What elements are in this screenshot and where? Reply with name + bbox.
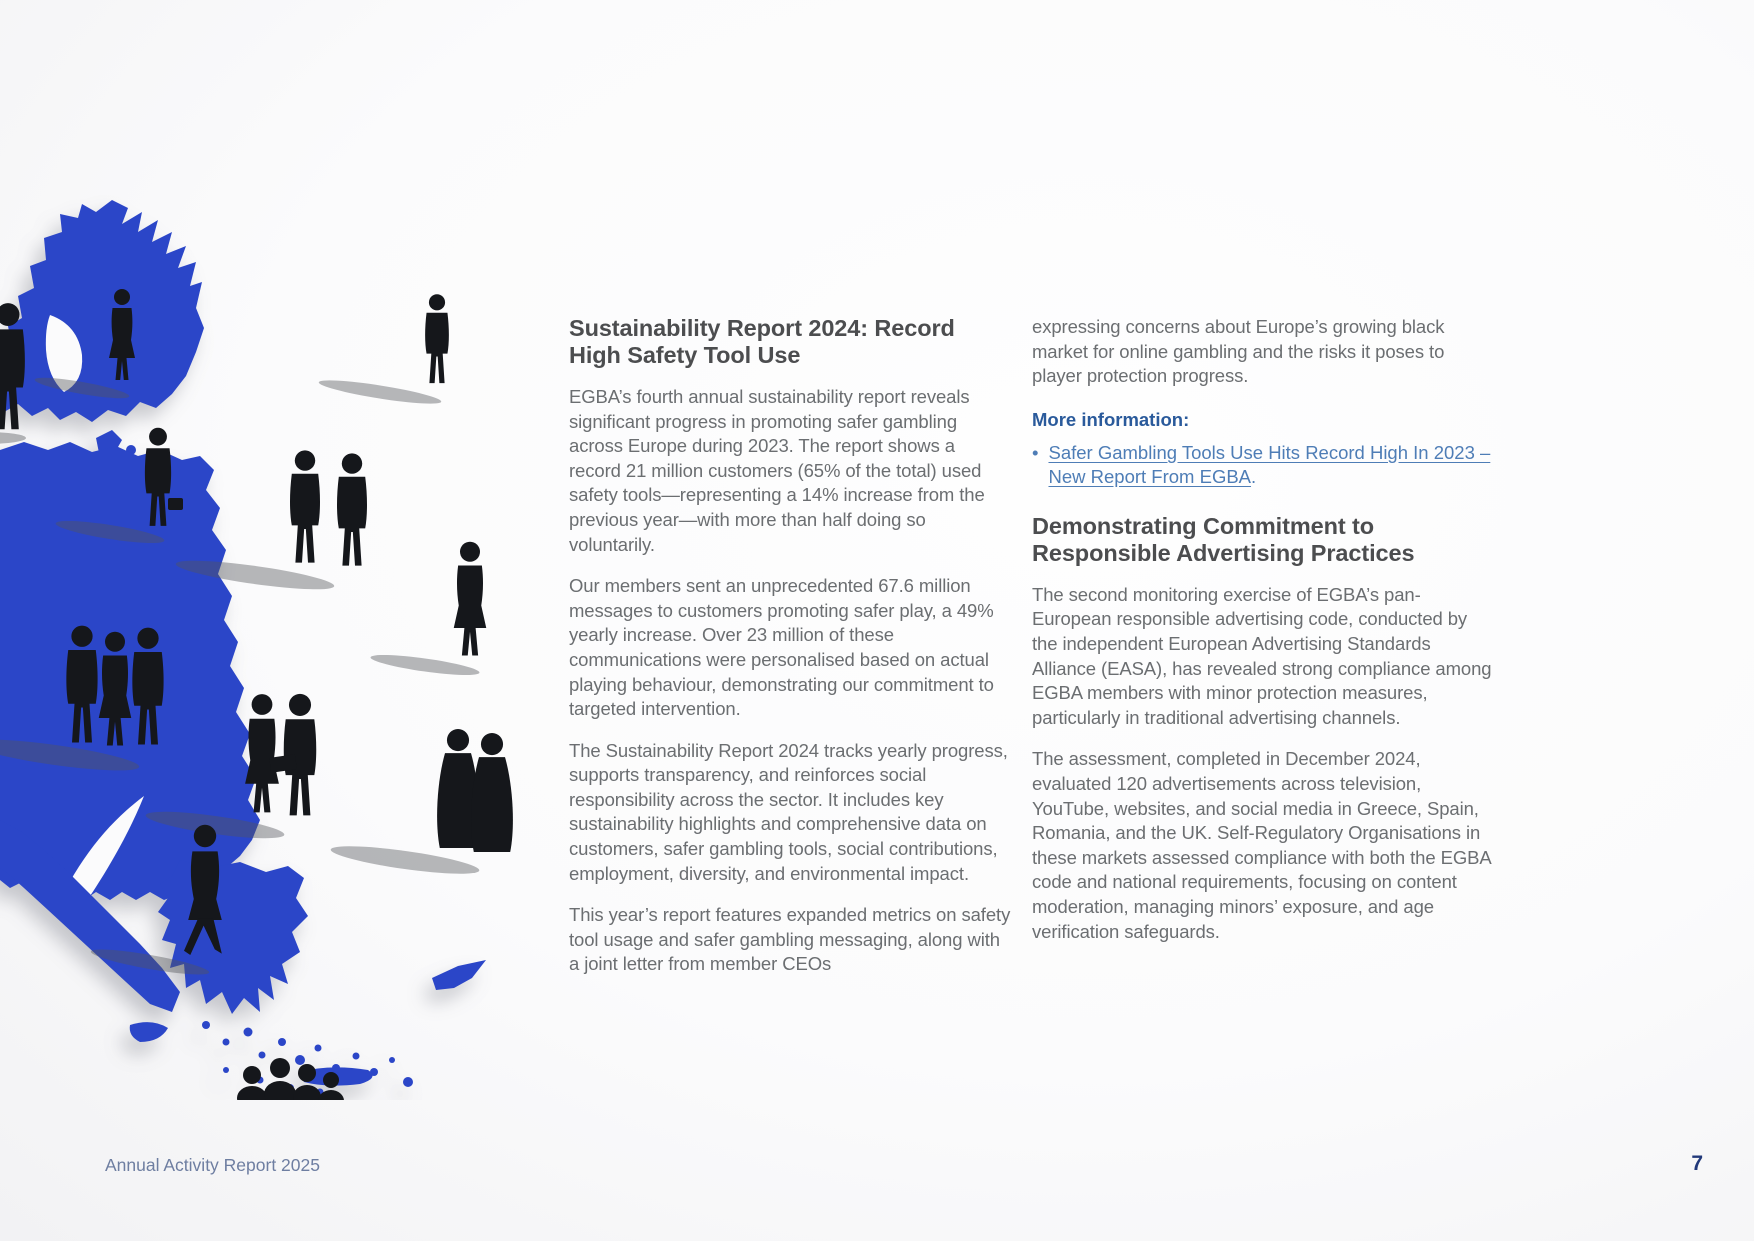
footer-report-title: Annual Activity Report 2025	[105, 1155, 320, 1175]
link-wrapper	[1048, 441, 1492, 489]
page-number: 7	[1691, 1152, 1703, 1175]
person-silhouette	[245, 694, 279, 812]
advertising-paragraph: The second monitoring exercise of EGBA’s pan-European responsible advertising code, conducted by the independent European Advertising Standards Alliance (EASA), has revealed strong compliance among EGBA members with minor protection measures, particularly in traditional advertising channels.	[1032, 583, 1492, 728]
person-silhouette	[425, 294, 449, 383]
link-suffix: .	[1251, 465, 1257, 487]
person-silhouette	[290, 450, 320, 562]
briefcase-icon	[168, 498, 183, 510]
column-advertising	[1032, 315, 1492, 961]
person-silhouette	[471, 733, 513, 852]
more-information-list-item	[1032, 441, 1492, 489]
advertising-heading: Demonstrating Commitment to Responsible Advertising Practices	[1032, 512, 1415, 567]
person-silhouette	[454, 542, 487, 656]
sustainability-heading: Sustainability Report 2024: Record High Safety Tool Use	[569, 315, 955, 369]
sustainability-paragraph: This year’s report features expanded metrics on safety tool usage and safer gambling messaging, along with a joint letter from member CEOs	[569, 904, 1011, 975]
sustainability-paragraph: The Sustainability Report 2024 tracks yearly progress, supports transparency, and reinforces social responsibility across the sector. It includes key sustainability highlights and comprehensive data on customers, safer gambling tools, social contributions, employment, diversity, and environmental impact.	[569, 739, 1008, 884]
bullet-icon: •	[1032, 441, 1039, 463]
more-information-label: More information:	[1032, 408, 1190, 430]
egba-report-link[interactable]: Safer Gambling Tools Use Hits Record High In 2023 – New Report From EGBA	[1048, 441, 1491, 487]
europe-map-svg	[0, 120, 520, 1100]
sustainability-paragraph: EGBA’s fourth annual sustainability report reveals significant progress in promoting safer gambling across Europe during 2023. The report shows a record 21 million customers (65% of the total) used safety tools—representing a 14% increase from the previous year—with more than half doing so voluntarily.	[569, 385, 985, 555]
europe-map-shape	[0, 200, 486, 1096]
person-silhouette	[284, 694, 317, 816]
europe-map-illustration	[0, 120, 520, 1100]
advertising-paragraph: The assessment, completed in December 2024, evaluated 120 advertisements across television, YouTube, websites, and social media in Greece, Spain, Romania, and the UK. Self-Regulatory Organisations in these markets assessed compliance with both the EGBA code and national requirements, focusing on content moderation, managing minors’ exposure, and age verification safeguards.	[1032, 748, 1491, 942]
column-sustainability	[569, 315, 1011, 994]
sustainability-paragraph: Our members sent an unprecedented 67.6 million messages to customers promoting safer play, a 49% yearly increase. Over 23 million of these communications were personalised based on actual playing behaviour, demonstrating our commitment to targeted intervention.	[569, 575, 994, 720]
person-silhouette	[337, 453, 367, 565]
continuation-paragraph: expressing concerns about Europe’s growing black market for online gambling and the risks it poses to player protection progress.	[1032, 316, 1445, 387]
